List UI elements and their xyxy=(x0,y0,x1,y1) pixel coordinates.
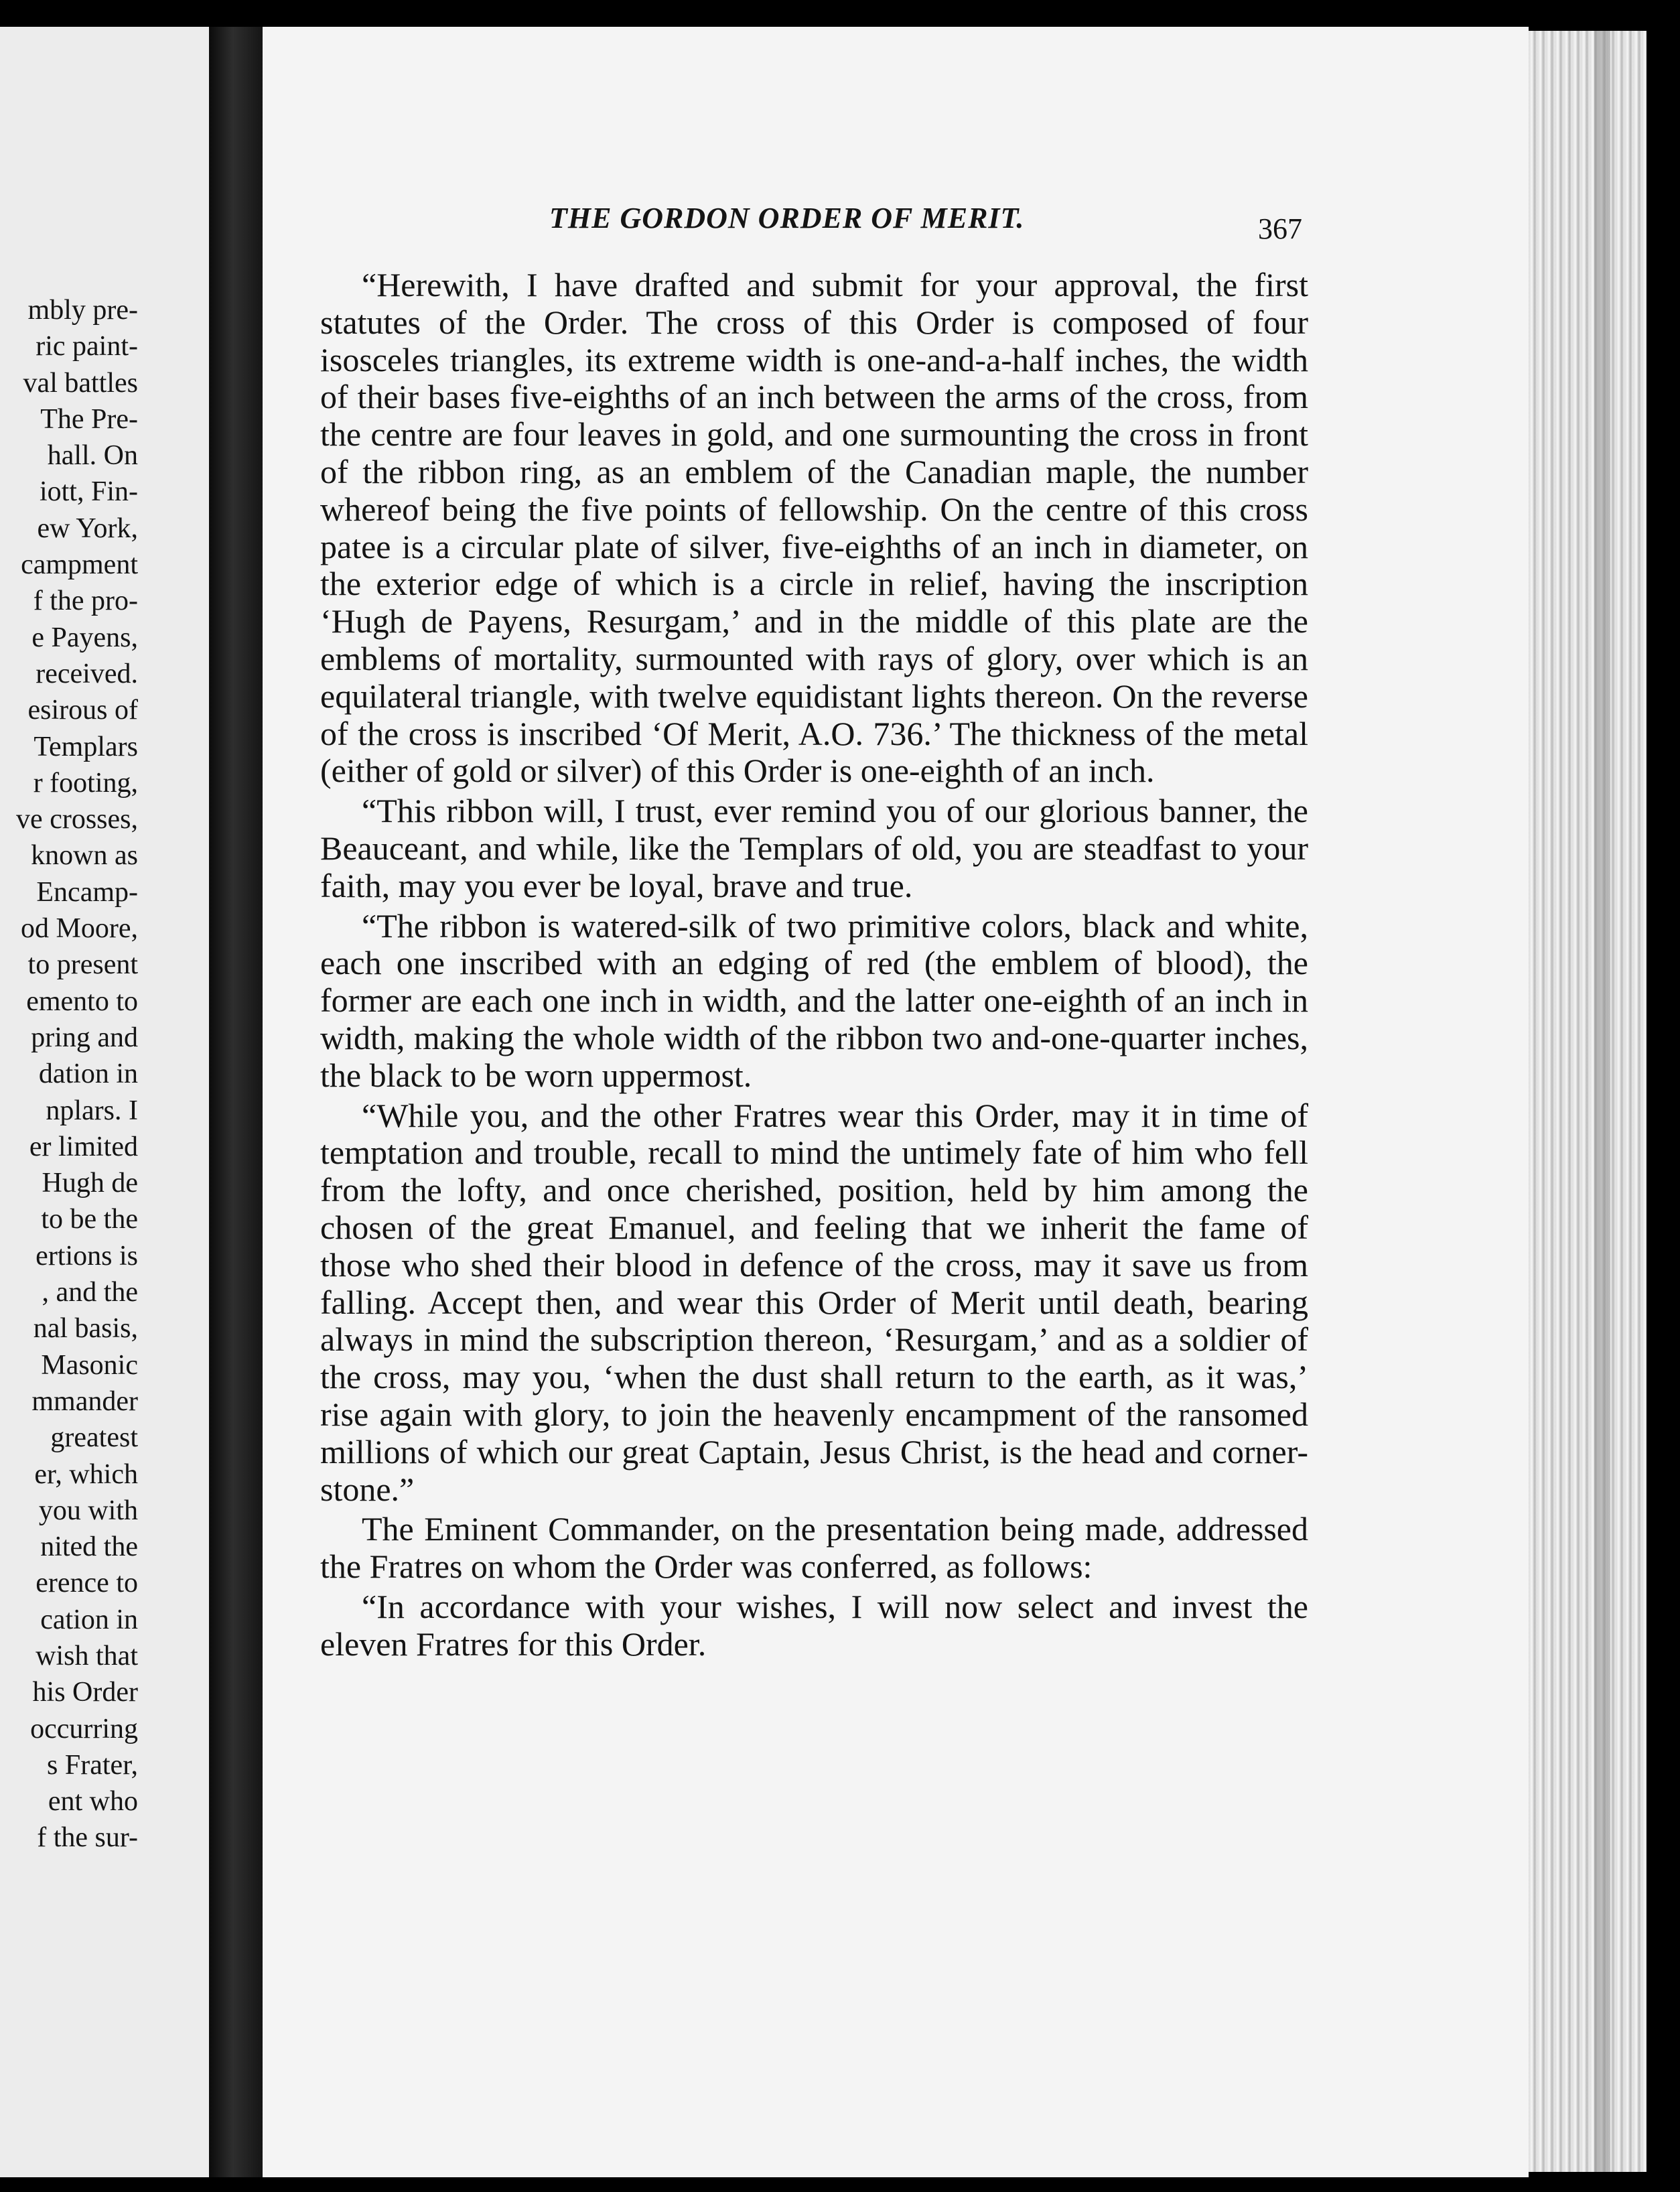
facing-page-line: The Pre- xyxy=(40,403,138,435)
book-gutter xyxy=(209,27,263,2177)
facing-page-line: mbly pre- xyxy=(27,295,138,326)
facing-page-line: dation in xyxy=(38,1058,138,1090)
facing-page-line: ve crosses, xyxy=(16,804,138,835)
facing-page-line: pring and xyxy=(31,1022,138,1053)
facing-page-line: f the pro- xyxy=(33,586,138,617)
facing-page-line: Hugh de xyxy=(42,1168,138,1199)
facing-page-line: nal basis, xyxy=(33,1313,138,1345)
facing-page xyxy=(0,27,209,2177)
facing-page-line: campment xyxy=(21,549,138,581)
facing-page-line: to present xyxy=(27,949,138,981)
body-text xyxy=(320,267,1308,1663)
facing-page-line: r footing, xyxy=(33,767,138,799)
facing-page-line: to be the xyxy=(41,1204,138,1235)
facing-page-line: ric paint- xyxy=(36,331,138,362)
facing-page-line: od Moore, xyxy=(21,913,138,945)
paragraph: The Eminent Commander, on the presentation being made, addressed the Fratres on whom the Order was conferred, as follows: xyxy=(320,1510,1308,1586)
facing-page-line: er limited xyxy=(29,1131,138,1162)
facing-page-line: e Payens, xyxy=(31,622,138,653)
facing-page-line: known as xyxy=(31,840,138,872)
facing-page-text xyxy=(0,292,138,1856)
paragraph: “This ribbon will, I trust, ever remind you of our glorious banner, the Beauceant, and while, like the Templars of old, you are steadfast to your faith, may you ever be loyal, brave and true. xyxy=(320,792,1308,904)
facing-page-line: f the sur- xyxy=(37,1822,138,1854)
facing-page-line: received. xyxy=(36,658,138,689)
paragraph: “In accordance with your wishes, I will now select and invest the eleven Fratres for this Order. xyxy=(320,1587,1308,1663)
facing-page-line: er, which xyxy=(34,1458,138,1490)
facing-page-line: ew York, xyxy=(37,512,138,544)
page-edges xyxy=(1529,31,1647,2172)
facing-page-line: ent who xyxy=(48,1786,138,1818)
facing-page-line: greatest xyxy=(50,1422,138,1454)
facing-page-line: iott, Fin- xyxy=(39,476,138,508)
facing-page-line: erence to xyxy=(36,1568,138,1599)
running-head: THE GORDON ORDER OF MERIT. xyxy=(549,202,1025,234)
facing-page-line: Templars xyxy=(33,731,138,762)
facing-page-line: , and the xyxy=(42,1277,138,1308)
facing-page-line: nited the xyxy=(40,1531,138,1563)
facing-page-line: esirous of xyxy=(27,695,138,726)
facing-page-line: occurring xyxy=(30,1713,138,1744)
facing-page-line: emento to xyxy=(26,985,138,1017)
paragraph: “Herewith, I have drafted and submit for your approval, the first statutes of the Order. The cross of this Order is composed of four isosceles triangles, its extreme width is one-and-a-half inches, the width of their bases five-eighths of an inch between the arms of the cross, from the centre are four leaves in gold, and one surmounting the cross in front of the ribbon ring, as an emblem of the Canadian maple, the number whereof being the five points of fellowship. On the centre of this cross patee is a circular plate of silver, five-eighths of an inch in diameter, on the exterior edge of which is a circle in relief, having the inscription ‘Hugh de Payens, Resurgam,’ and in the middle of this plate are the emblems of mortality, surmounted with rays of glory, over which is an equilateral triangle, with twelve equidistant lights thereon. On the reverse of the cross is inscribed ‘Of Merit, A.O. 736.’ The thickness of the metal (either of gold or silver) of this Order is one-eighth of an inch. xyxy=(320,266,1308,790)
page-number: 367 xyxy=(1258,212,1302,245)
facing-page-line: you with xyxy=(38,1495,138,1526)
paragraph: “While you, and the other Fratres wear this Order, may it in time of temptation and trouble, recall to mind the untimely fate of him who fell from the lofty, and once cherished, position, held by him among the chosen of the great Emanuel, and feeling that we inherit the fame of those who shed their blood in defence of the cross, may it save us from falling. Accept then, and wear this Order of Merit until death, bearing always in mind the subscription thereon, ‘Resurgam,’ and as a soldier of the cross, may you, ‘when the dust shall return to the earth, as it was,’ rise again with glory, to join the heavenly encampment of the ransomed millions of which our great Captain, Jesus Christ, is the head and corner-stone.” xyxy=(320,1096,1308,1508)
facing-page-line: cation in xyxy=(40,1604,138,1635)
facing-page-line: his Order xyxy=(32,1677,138,1708)
facing-page-line: ertions is xyxy=(36,1240,138,1272)
facing-page-line: hall. On xyxy=(47,440,138,472)
facing-page-line: nplars. I xyxy=(46,1095,138,1126)
facing-page-line: Encamp- xyxy=(36,876,138,908)
facing-page-line: wish that xyxy=(36,1640,138,1671)
facing-page-line: Masonic xyxy=(41,1349,138,1381)
paragraph: “The ribbon is watered-silk of two primitive colors, black and white, each one inscribed with an edging of red (the emblem of blood), the former are each one inch in width, and the latter one-eighth of an inch in width, making the whole width of the ribbon two and-one-quarter inches, the black to be worn uppermost. xyxy=(320,906,1308,1094)
facing-page-line: s Frater, xyxy=(47,1749,138,1781)
facing-page-line: mmander xyxy=(31,1385,138,1417)
page-edges-shadow xyxy=(1594,31,1610,2172)
facing-page-line: val battles xyxy=(23,367,138,399)
